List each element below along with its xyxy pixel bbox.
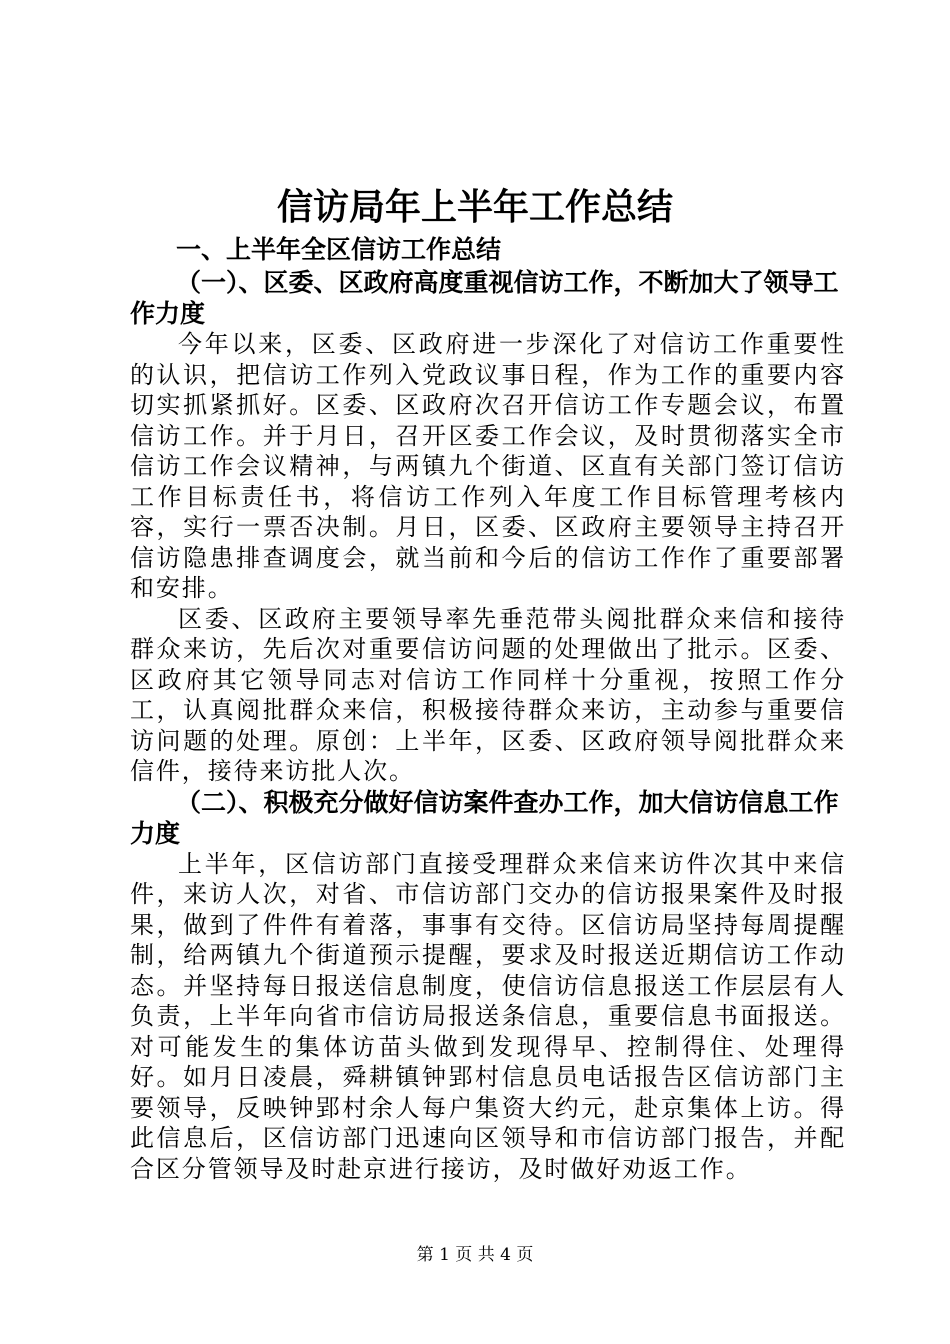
paragraph: 上半年，区信访部门直接受理群众来信来访件次其中来信件，来访人次，对省、市信访部门交办的信访报果案件及时报果，做到了件件有着落，事事有交待。区信访局坚持每周提醒制，给两镇九个街道预示提醒，要求及时报送近期信访工作动态。并坚持每日报送信息制度，使信访信息报送工作层层有人负责，上半年向省市信访局报送条信息，重要信息书面报送。对可能发生的集体访苗头做到发现得早、控制得住、处理得好。如月日凌晨，舜耕镇钟郢村信息员电话报告区信访部门主要领导，反映钟郢村余人每户集资大约元，赴京集体上访。得此信息后，区信访部门迅速向区领导和市信访部门报告，并配合区分管领导及时赴京进行接访，及时做好劝返工作。: [130, 849, 846, 1183]
paragraph: 今年以来，区委、区政府进一步深化了对信访工作重要性的认识，把信访工作列入党政议事日程，作为工作的重要内容切实抓紧抓好。区委、区政府次召开信访工作专题会议，布置信访工作。并于月日，召开区委工作会议，及时贯彻落实全市信访工作会议精神，与两镇九个街道、区直有关部门签订信访工作目标责任书，将信访工作列入年度工作目标管理考核内容，实行一票否决制。月日，区委、区政府主要领导主持召开信访隐患排查调度会，就当前和今后的信访工作作了重要部署和安排。: [130, 330, 846, 602]
section-heading-1: 一、上半年全区信访工作总结: [176, 235, 502, 264]
document-title: 信访局年上半年工作总结: [276, 187, 673, 228]
sub-heading-2: （二）、积极充分做好信访案件查办工作，加大信访信息工作力度: [130, 787, 839, 848]
paragraph: 区委、区政府主要领导率先垂范带头阅批群众来信和接待群众来访，先后次对重要信访问题的处理做出了批示。区委、区政府其它领导同志对信访工作同样十分重视，按照工作分工，认真阅批群众来信，积极接待群众来访，主动参与重要信访问题的处理。原创：上半年，区委、区政府领导阅批群众来信件，接待来访批人次。: [130, 604, 846, 785]
sub-heading-1: （一）、区委、区政府高度重视信访工作，不断加大了领导工作力度: [130, 268, 839, 328]
page-number: 第 1 页 共 4 页: [416, 1245, 534, 1265]
document-body: [130, 232, 846, 1184]
